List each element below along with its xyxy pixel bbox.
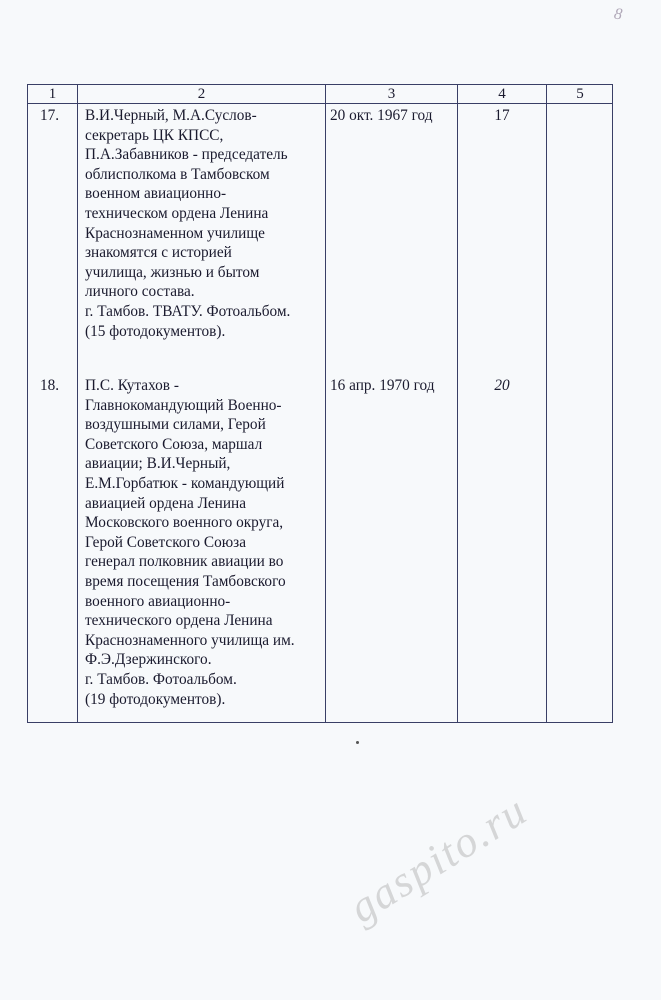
header-divider [28,103,612,104]
description-line: время посещения Тамбовского [85,572,286,590]
description-line: авиацией ордена Ленина [85,494,247,512]
description-line: П.А.Забавников - председатель [85,146,288,164]
header-col-4: 4 [498,86,506,102]
column-divider [546,85,547,722]
description-line: авиации; В.И.Черный, [85,455,231,473]
column-divider [77,85,78,722]
row-description [85,376,295,709]
watermark: gaspito.ru [340,785,536,933]
description-line: В.И.Черный, М.А.Суслов- [85,107,257,124]
description-line: г. Тамбов. ТВАТУ. Фотоальбом. [85,302,291,320]
description-line: Московского военного округа, [85,514,284,532]
description-line: Главнокомандующий Военно- [85,396,282,414]
row-sheet: 17 [494,107,510,124]
description-line: военного авиационно- [85,592,231,610]
description-line: генерал полковник авиации во [85,553,284,571]
description-line: (19 фотодокументов). [85,690,226,708]
description-line: знакомятся с историей [85,244,232,262]
description-line: г. Тамбов. Фотоальбом. [85,670,237,688]
scan-speck [356,741,359,744]
description-line: училища, жизнью и бытом [85,263,260,281]
archive-table [27,84,613,723]
description-line: Ф.Э.Дзержинского. [85,651,212,669]
description-line: Краснознаменного училища им. [85,631,295,649]
description-line: технического ордена Ленина [85,612,273,630]
page-number: 8 [612,5,624,24]
row-date: 20 окт. 1967 год [330,107,433,124]
header-col-2: 2 [197,86,206,102]
description-line: военном авиационно- [85,185,227,203]
description-line: Советского Союза, маршал [85,435,263,453]
row-sheet: 20 [494,377,510,394]
row-number: 17. [40,107,60,124]
description-line: техническом ордена Ленина [85,204,269,222]
header-col-1: 1 [48,86,57,102]
description-line: Герой Советского Союза [85,533,246,551]
description-line: П.С. Кутахов - [85,377,179,394]
row-description [85,106,290,341]
row-number: 18. [40,377,60,394]
description-line: (15 фотодокументов). [85,322,226,340]
description-line: воздушными силами, Герой [85,416,266,434]
column-divider [325,85,326,722]
description-line: облисполкома в Тамбовском [85,165,270,183]
header-col-3: 3 [387,86,396,102]
row-date: 16 апр. 1970 год [330,377,435,394]
description-line: Краснознаменном училище [85,224,265,242]
column-divider [457,85,458,722]
description-line: секретарь ЦК КПСС, [85,126,224,144]
description-line: личного состава. [85,283,195,301]
description-line: Е.М.Горбатюк - командующий [85,474,285,492]
header-col-5: 5 [576,86,584,102]
